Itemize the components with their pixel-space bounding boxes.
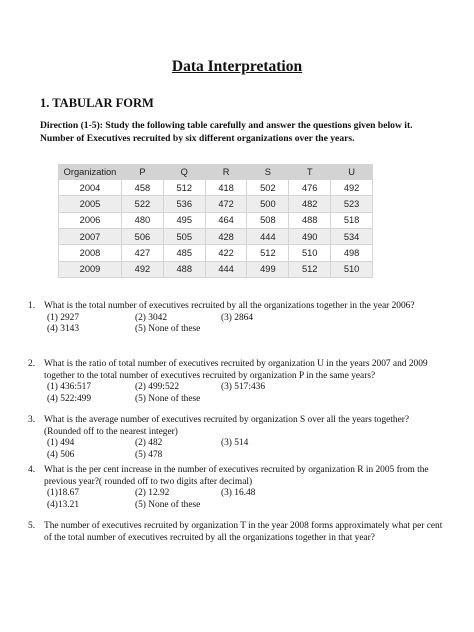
value-cell: 492 bbox=[331, 180, 373, 196]
options-row bbox=[28, 313, 448, 325]
value-cell: 506 bbox=[122, 228, 164, 244]
value-cell: 500 bbox=[247, 196, 289, 212]
option: (3) 514 bbox=[221, 438, 249, 449]
options-row bbox=[28, 500, 448, 512]
option: (2) 12.92 bbox=[135, 488, 170, 499]
question-number: 1. bbox=[28, 301, 36, 311]
value-cell: 512 bbox=[289, 261, 331, 277]
question-text: What is the total number of executives recruited by all the organizations together in the year 2006? bbox=[44, 301, 415, 311]
question-1 bbox=[28, 301, 448, 336]
table-row bbox=[59, 212, 373, 228]
table-row bbox=[59, 228, 373, 244]
question-text: What is the ratio of total number of executives recruited by organization U in the years 2007 and 2009 together to the total number of executives recruited by organization P in the same years? bbox=[44, 359, 428, 381]
year-cell: 2008 bbox=[59, 245, 122, 261]
value-cell: 518 bbox=[331, 212, 373, 228]
value-cell: 536 bbox=[163, 196, 205, 212]
value-cell: 512 bbox=[163, 180, 205, 196]
value-cell: 499 bbox=[247, 261, 289, 277]
year-cell: 2004 bbox=[59, 180, 122, 196]
option: (5) 478 bbox=[135, 449, 163, 460]
column-header: T bbox=[289, 165, 331, 180]
question-text: The number of executives recruited by organization T in the year 2008 forms approximately what per cent of the total number of executives recruited by all the organizations together in that year? bbox=[44, 521, 443, 543]
question-4 bbox=[28, 465, 448, 511]
table-body bbox=[59, 180, 373, 278]
page-title: Data Interpretation bbox=[171, 58, 303, 75]
value-cell: 505 bbox=[163, 228, 205, 244]
year-cell: 2006 bbox=[59, 212, 122, 228]
value-cell: 480 bbox=[122, 212, 164, 228]
option: (1)18.67 bbox=[47, 488, 80, 499]
column-header: U bbox=[331, 165, 373, 180]
value-cell: 444 bbox=[247, 228, 289, 244]
question-number: 3. bbox=[28, 415, 36, 425]
option: (5) None of these bbox=[135, 499, 201, 510]
value-cell: 476 bbox=[289, 180, 331, 196]
option: (5) None of these bbox=[135, 324, 201, 335]
option: (1) 436:517 bbox=[47, 382, 92, 393]
question-number: 5. bbox=[28, 521, 36, 531]
value-cell: 472 bbox=[205, 196, 247, 212]
question-5 bbox=[28, 521, 448, 544]
value-cell: 510 bbox=[289, 245, 331, 261]
value-cell: 482 bbox=[289, 196, 331, 212]
data-table bbox=[58, 164, 373, 278]
year-cell: 2009 bbox=[59, 261, 122, 277]
option: (2) 3042 bbox=[135, 312, 168, 323]
column-header: P bbox=[122, 165, 164, 180]
directions-line-1: Direction (1-5): Study the following table carefully and answer the questions given below it. bbox=[40, 120, 413, 131]
directions bbox=[40, 120, 440, 145]
column-header: Q bbox=[163, 165, 205, 180]
year-cell: 2005 bbox=[59, 196, 122, 212]
value-cell: 490 bbox=[289, 228, 331, 244]
options-row bbox=[28, 382, 448, 394]
column-header: Organization bbox=[59, 165, 122, 180]
question-text: What is the per cent increase in the number of executives recruited by organization R in 2005 from the previous year?( rounded off to two digits after decimal) bbox=[44, 465, 429, 487]
question-number: 4. bbox=[28, 465, 36, 475]
value-cell: 508 bbox=[247, 212, 289, 228]
options-row bbox=[28, 438, 448, 450]
table-row bbox=[59, 196, 373, 212]
option: (5) None of these bbox=[135, 393, 201, 404]
option: (1) 494 bbox=[47, 438, 75, 449]
value-cell: 422 bbox=[205, 245, 247, 261]
question-number: 2. bbox=[28, 359, 36, 369]
directions-line-2: Number of Executives recruited by six different organizations over the years. bbox=[40, 132, 355, 144]
value-cell: 492 bbox=[122, 261, 164, 277]
value-cell: 444 bbox=[205, 261, 247, 277]
option: (2) 482 bbox=[135, 438, 163, 449]
value-cell: 498 bbox=[331, 245, 373, 261]
option: (4)13.21 bbox=[47, 499, 80, 510]
table-header-row bbox=[59, 165, 373, 180]
value-cell: 488 bbox=[289, 212, 331, 228]
value-cell: 523 bbox=[331, 196, 373, 212]
year-cell: 2007 bbox=[59, 228, 122, 244]
value-cell: 458 bbox=[122, 180, 164, 196]
options-row bbox=[28, 394, 448, 406]
table-row bbox=[59, 245, 373, 261]
value-cell: 418 bbox=[205, 180, 247, 196]
value-cell: 495 bbox=[163, 212, 205, 228]
option: (3) 16.48 bbox=[221, 488, 256, 499]
option: (4) 3143 bbox=[47, 324, 80, 335]
value-cell: 502 bbox=[247, 180, 289, 196]
option: (4) 506 bbox=[47, 449, 75, 460]
table-row bbox=[59, 261, 373, 277]
question-3 bbox=[28, 415, 448, 461]
option: (1) 2927 bbox=[47, 312, 80, 323]
question-2 bbox=[28, 359, 448, 405]
option: (3) 517:436 bbox=[221, 382, 266, 393]
question-text: What is the average number of executives recruited by organization S over all the years together? (Rounded off to the nearest integer) bbox=[44, 415, 410, 437]
options-row bbox=[28, 488, 448, 500]
value-cell: 488 bbox=[163, 261, 205, 277]
options-row bbox=[28, 324, 448, 336]
value-cell: 522 bbox=[122, 196, 164, 212]
table-row bbox=[59, 180, 373, 196]
option: (3) 2864 bbox=[221, 312, 254, 323]
value-cell: 485 bbox=[163, 245, 205, 261]
option: (2) 499:522 bbox=[135, 382, 180, 393]
column-header: R bbox=[205, 165, 247, 180]
section-heading: 1. TABULAR FORM bbox=[40, 96, 154, 110]
column-header: S bbox=[247, 165, 289, 180]
value-cell: 464 bbox=[205, 212, 247, 228]
value-cell: 428 bbox=[205, 228, 247, 244]
value-cell: 427 bbox=[122, 245, 164, 261]
options-row bbox=[28, 450, 448, 462]
value-cell: 512 bbox=[247, 245, 289, 261]
data-table-image bbox=[58, 164, 373, 278]
option: (4) 522:499 bbox=[47, 393, 92, 404]
value-cell: 534 bbox=[331, 228, 373, 244]
value-cell: 510 bbox=[331, 261, 373, 277]
